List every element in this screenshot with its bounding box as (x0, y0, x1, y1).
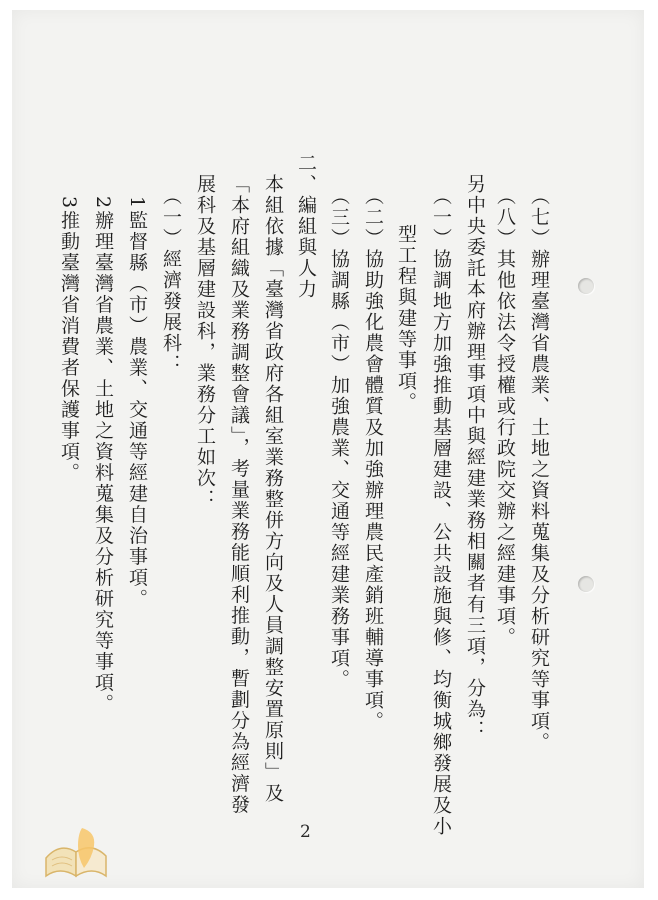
text-line-1: （七）辦理臺灣省農業、土地之資料蒐集及分析研究等事項。 (528, 186, 550, 753)
text-line-9: 本組依據「臺灣省政府各組室業務整併方向及人員調整安置原則」及 (262, 174, 284, 804)
page-number: 2 (300, 822, 311, 842)
text-line-4: （一）協調地方加強推動基層建設、公共設施與修、均衡城鄉發展及小 (430, 186, 452, 837)
text-line-6: （二）協助強化農會體質及加強辦理農民產銷班輔導事項。 (362, 186, 384, 732)
section-heading: 二、編組與人力 (295, 153, 317, 300)
text-line-2: （八）其他依法令授權或行政院交辦之經建事項。 (494, 186, 516, 648)
text-line-5: 型工程與建等事項。 (395, 224, 417, 413)
text-line-15: 3推動臺灣省消費者保護事項。 (58, 196, 80, 484)
punch-hole-bottom (578, 576, 594, 592)
text-line-12: （一）經濟發展科： (160, 186, 182, 375)
taiwan-map-book-logo-icon (38, 822, 118, 882)
text-line-7: （三）協調縣（市）加強農業、交通等經建業務事項。 (328, 186, 350, 690)
text-line-10: 「本府組織及業務調整會議」，考量業務能順利推動，暫劃分為經濟發 (228, 174, 250, 816)
text-line-3: 另中央委託本府辦理事項中與經建業務相關者有三項，分為： (464, 174, 486, 741)
punch-hole-top (578, 278, 594, 294)
text-line-14: 2辦理臺灣省農業、土地之資料蒐集及分析研究等事項。 (92, 196, 114, 715)
text-line-13: 1監督縣（市）農業、交通等經建自治事項。 (126, 196, 148, 610)
document-page (12, 10, 644, 888)
text-line-11: 展科及基層建設科，業務分工如次： (194, 174, 216, 510)
